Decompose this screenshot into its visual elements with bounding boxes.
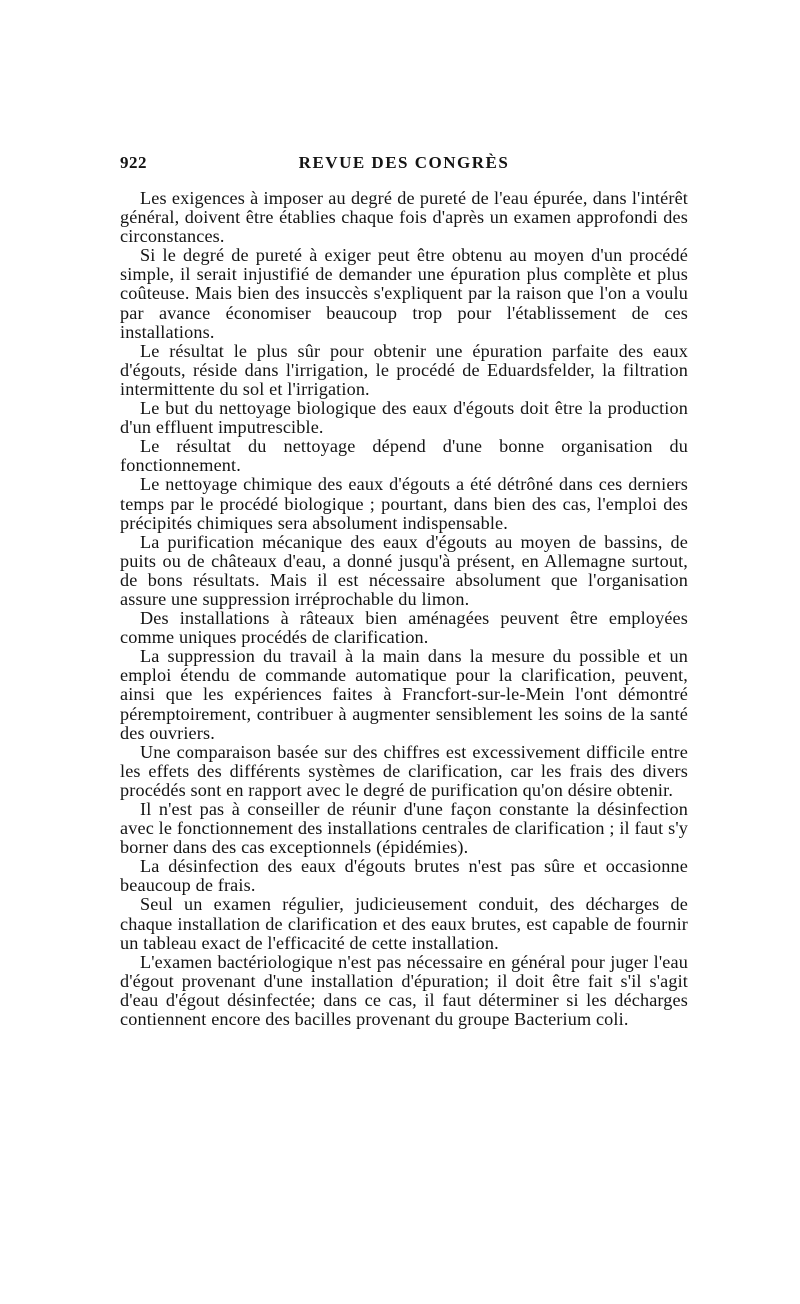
paragraph-4: Le but du nettoyage biologique des eaux d'égouts doit être la production d'un effluent imputrescible.: [120, 398, 688, 438]
paragraph-12: La désinfection des eaux d'égouts brutes n'est pas sûre et occasionne beaucoup de frais.: [120, 856, 688, 896]
paragraph-10: Une comparaison basée sur des chiffres est excessivement difficile entre les effets des différents systèmes de clarification, car les frais des divers procédés sont en rapport avec le degré de purification qu'on désire obtenir.: [120, 741, 688, 800]
paragraph-14: L'examen bactériologique n'est pas nécessaire en général pour juger l'eau d'égout provenant d'une installation d'épuration; il doit être fait s'il s'agit d'eau d'égout désinfectée; dans ce cas, il faut déterminer si les décharges contiennent encore des bacilles provenant du groupe Bacterium coli.: [120, 951, 688, 1030]
running-title: REVUE DES CONGRÈS: [298, 153, 510, 172]
paragraph-13: Seul un examen régulier, judicieusement conduit, des décharges de chaque installation de clarification et des eaux brutes, est capable de fournir un tableau exact de l'efficacité de cette installation.: [120, 894, 688, 953]
running-head: [120, 153, 688, 177]
paragraph-2: Si le degré de pureté à exiger peut être obtenu au moyen d'un procédé simple, il serait injustifié de demander une épuration plus complète et plus coûteuse. Mais bien des insuccès s'expliquent par la raison que l'on a voulu par avance économiser beaucoup trop pour l'établissement de ces installations.: [120, 245, 688, 342]
paragraph-8: Des installations à râteaux bien aménagées peuvent être employées comme uniques procédés de clarification.: [120, 608, 688, 648]
paragraph-7: La purification mécanique des eaux d'égouts au moyen de bassins, de puits ou de châteaux d'eau, a donné jusqu'à présent, en Allemagne surtout, de bons résultats. Mais il est nécessaire absolument que l'organisation assure une suppression irréprochable du limon.: [120, 531, 688, 609]
paragraph-1: Les exigences à imposer au degré de pureté de l'eau épurée, dans l'intérêt général, doivent être établies chaque fois d'après un examen approfondi des circonstances.: [120, 188, 688, 247]
body-text: [120, 189, 688, 1029]
paragraph-5: Le résultat du nettoyage dépend d'une bonne organisation du fonctionnement.: [120, 436, 688, 476]
paragraph-3: Le résultat le plus sûr pour obtenir une épuration parfaite des eaux d'égouts, réside dans l'irrigation, le procédé de Eduardsfelder, la filtration intermittente du sol et l'irrigation.: [120, 340, 688, 399]
paragraph-11: Il n'est pas à conseiller de réunir d'une façon constante la désinfection avec le fonctionnement des installations centrales de clarification ; il faut s'y borner dans des cas exceptionnels (épidémies).: [120, 799, 688, 858]
paragraph-9: La suppression du travail à la main dans la mesure du possible et un emploi étendu de commande automatique pour la clarification, peuvent, ainsi que les expériences faites à Francfort-sur-le-Mein l'ont démontré péremptoirement, contribuer à augmenter sensiblement les soins de la santé des ouvriers.: [120, 646, 688, 743]
paragraph-6: Le nettoyage chimique des eaux d'égouts a été détrôné dans ces derniers temps par le procédé biologique ; pourtant, dans bien des cas, l'emploi des précipités chimiques sera absolument indispensable.: [120, 474, 688, 533]
page-number: 922: [120, 153, 147, 172]
